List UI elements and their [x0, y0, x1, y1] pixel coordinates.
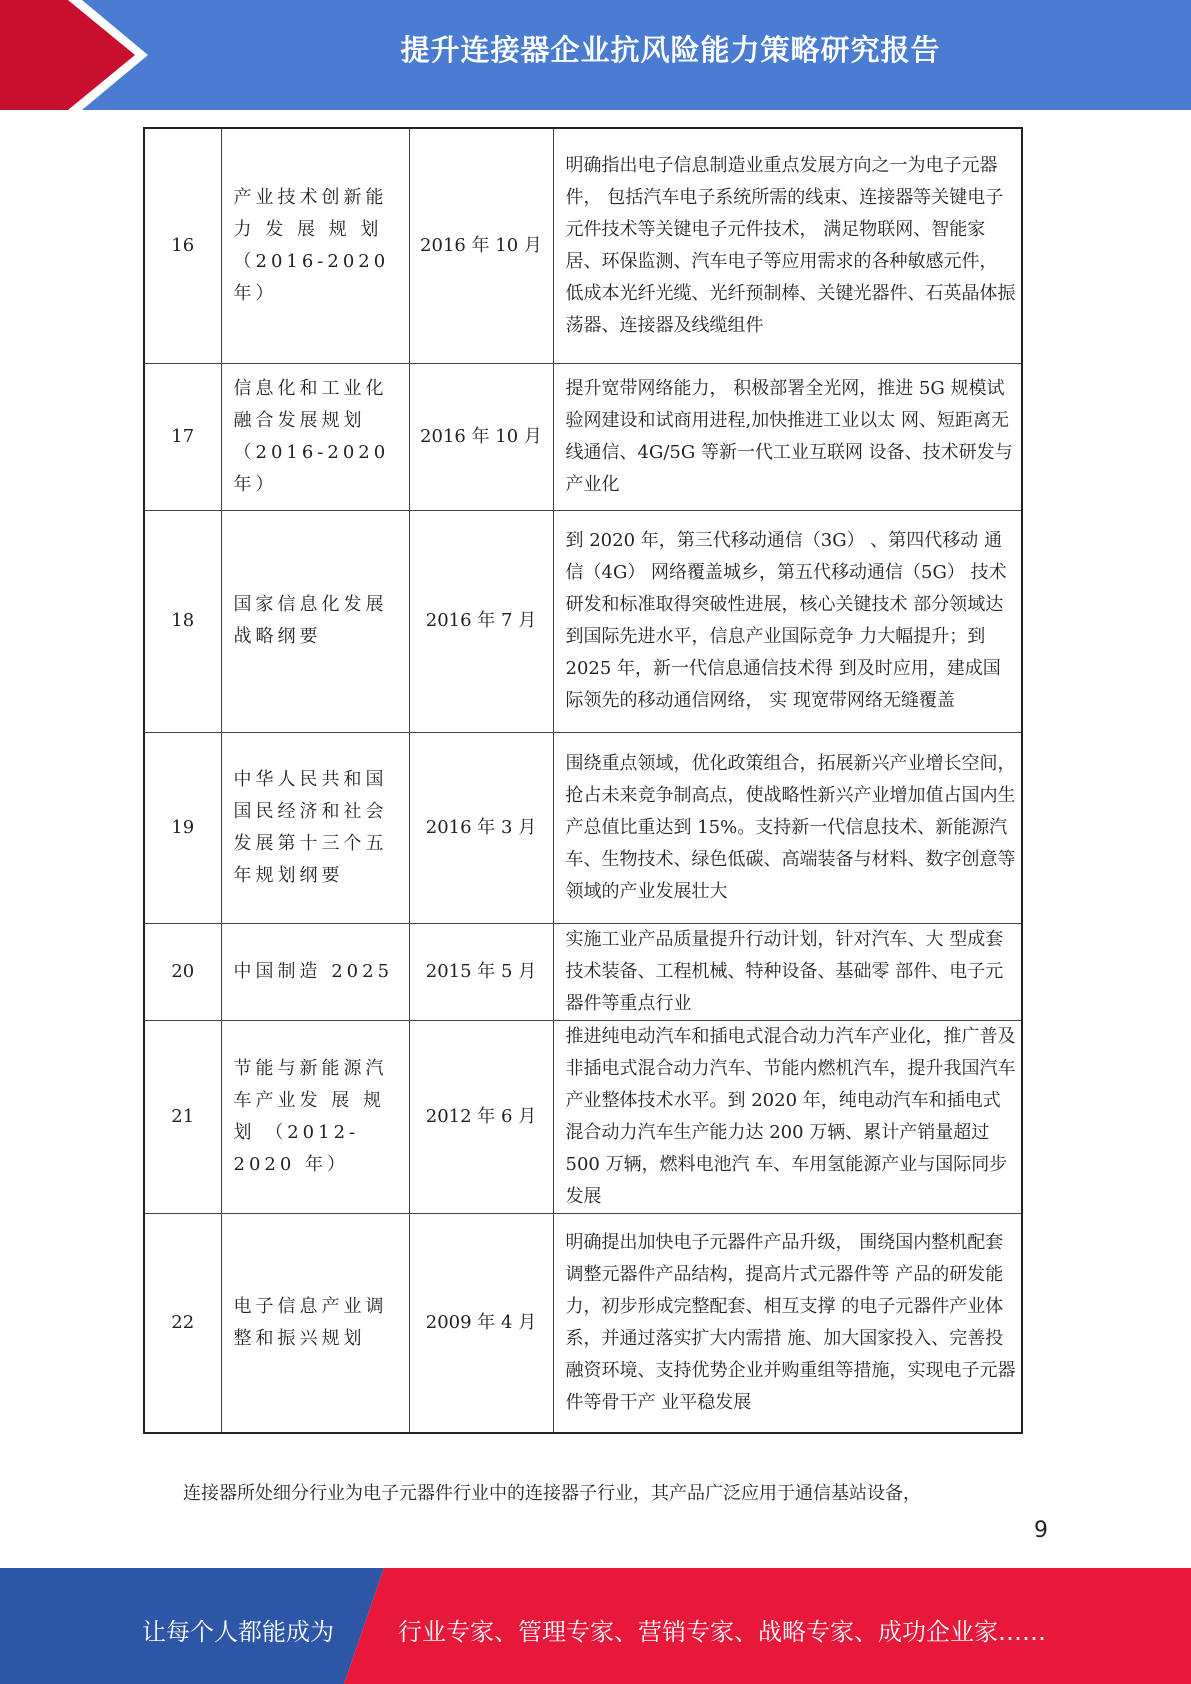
page-header [0, 0, 1191, 110]
policy-name: 国家信息化发展 战略纲要 [221, 510, 409, 732]
row-number: 16 [144, 128, 221, 363]
page-number: 9 [1034, 1518, 1048, 1543]
policy-description: 明确提出加快电子元器件产品升级， 围绕国内整机配套调整元器件产品结构，提高片式元器件等 产品的研发能力，初步形成完整配套、相互支撑 的电子元器件产业体系，并通过落实扩大内需措 施、加大国家投入、完善投融资环境、支持优势企业并购重组等措施，实现电子元器件等骨干产 业平稳发展 [553, 1213, 1022, 1433]
row-number: 20 [144, 923, 221, 1020]
table-row [144, 732, 1022, 923]
table-row [144, 510, 1022, 732]
page-footer [0, 1568, 1191, 1684]
policy-description: 提升宽带网络能力， 积极部署全光网，推进 5G 规模试验网建设和试商用进程,加快推进工业以太 网、短距离无线通信、4G/5G 等新一代工业互联网 设备、技术研发与产业化 [553, 363, 1022, 510]
row-number: 21 [144, 1020, 221, 1213]
footer-slogan-right: 行业专家、管理专家、营销专家、战略专家、成功企业家…… [398, 1618, 1046, 1646]
body-paragraph: 连接器所处细分行业为电子元器件行业中的连接器子行业，其产品广泛应用于通信基站设备， [183, 1483, 921, 1504]
policy-name: 中国制造 2025 [221, 923, 409, 1020]
table-row [144, 923, 1022, 1020]
policy-description: 到 2020 年，第三代移动通信（3G） 、第四代移动 通信（4G） 网络覆盖城乡，第五代移动通信（5G） 技术研发和标准取得突破性进展，核心关键技术 部分领域达到国际先进水平，信息产业国际竞争 力大幅提升；到 2025 年，新一代信息通信技术得 到及时应用，建成国际领先的移动通信网络， 实 现宽带网络无缝覆盖 [553, 510, 1022, 732]
table-row [144, 1020, 1022, 1213]
row-number: 17 [144, 363, 221, 510]
policy-date: 2012 年 6 月 [409, 1020, 553, 1213]
row-number: 18 [144, 510, 221, 732]
row-number: 19 [144, 732, 221, 923]
policy-name: 节能与新能源汽 车产业发 展 规划 （2012-2020 年） [221, 1020, 409, 1213]
policy-date: 2015 年 5 月 [409, 923, 553, 1020]
table-row [144, 128, 1022, 363]
row-number: 22 [144, 1213, 221, 1433]
policy-description: 推进纯电动汽车和插电式混合动力汽车产业化，推广普及非插电式混合动力汽车、节能内燃机汽车，提升我国汽车产业整体技术水平。到 2020 年，纯电动汽车和插电式混合动力汽车生产能力达 200 万辆、累计产销量超过 500 万辆，燃料电池汽 车、车用氢能源产业与国际同步发展 [553, 1020, 1022, 1213]
policy-name: 产业技术创新能 力 发 展 规 划 （2016-2020 年） [221, 128, 409, 363]
policy-date: 2016 年 7 月 [409, 510, 553, 732]
policy-date: 2009 年 4 月 [409, 1213, 553, 1433]
policy-name: 信息化和工业化 融合发展规划（2016-2020 年） [221, 363, 409, 510]
policy-description: 实施工业产品质量提升行动计划，针对汽车、大 型成套技术装备、工程机械、特种设备、基础零 部件、电子元器件等重点行业 [553, 923, 1022, 1020]
policy-description: 围绕重点领域，优化政策组合，拓展新兴产业增长空间，抢占未来竞争制高点，使战略性新兴产业增加值占国内生产总值比重达到 15%。支持新一代信息技术、新能源汽车、生物技术、绿色低碳、高端装备与材料、数字创意等领域的产业发展壮大 [553, 732, 1022, 923]
table-row [144, 1213, 1022, 1433]
policy-description: 明确指出电子信息制造业重点发展方向之一为电子元器件， 包括汽车电子系统所需的线束、连接器等关键电子元件技术等关键电子元件技术， 满足物联网、智能家居、环保监测、汽车电子等应用需求的各种敏感元件， 低成本光纤光缆、光纤预制棒、关键光器件、石英晶体振荡器、连接器及线缆组件 [553, 128, 1022, 363]
policy-name: 电子信息产业调 整和振兴规划 [221, 1213, 409, 1433]
table-row [144, 363, 1022, 510]
policy-date: 2016 年 10 月 [409, 128, 553, 363]
policy-name: 中华人民共和国 国民经济和社会 发展第十三个五 年规划纲要 [221, 732, 409, 923]
report-title: 提升连接器企业抗风险能力策略研究报告 [400, 33, 941, 67]
policy-table [143, 127, 1023, 1434]
policy-date: 2016 年 3 月 [409, 732, 553, 923]
policy-date: 2016 年 10 月 [409, 363, 553, 510]
footer-slogan-left: 让每个人都能成为 [142, 1618, 334, 1646]
